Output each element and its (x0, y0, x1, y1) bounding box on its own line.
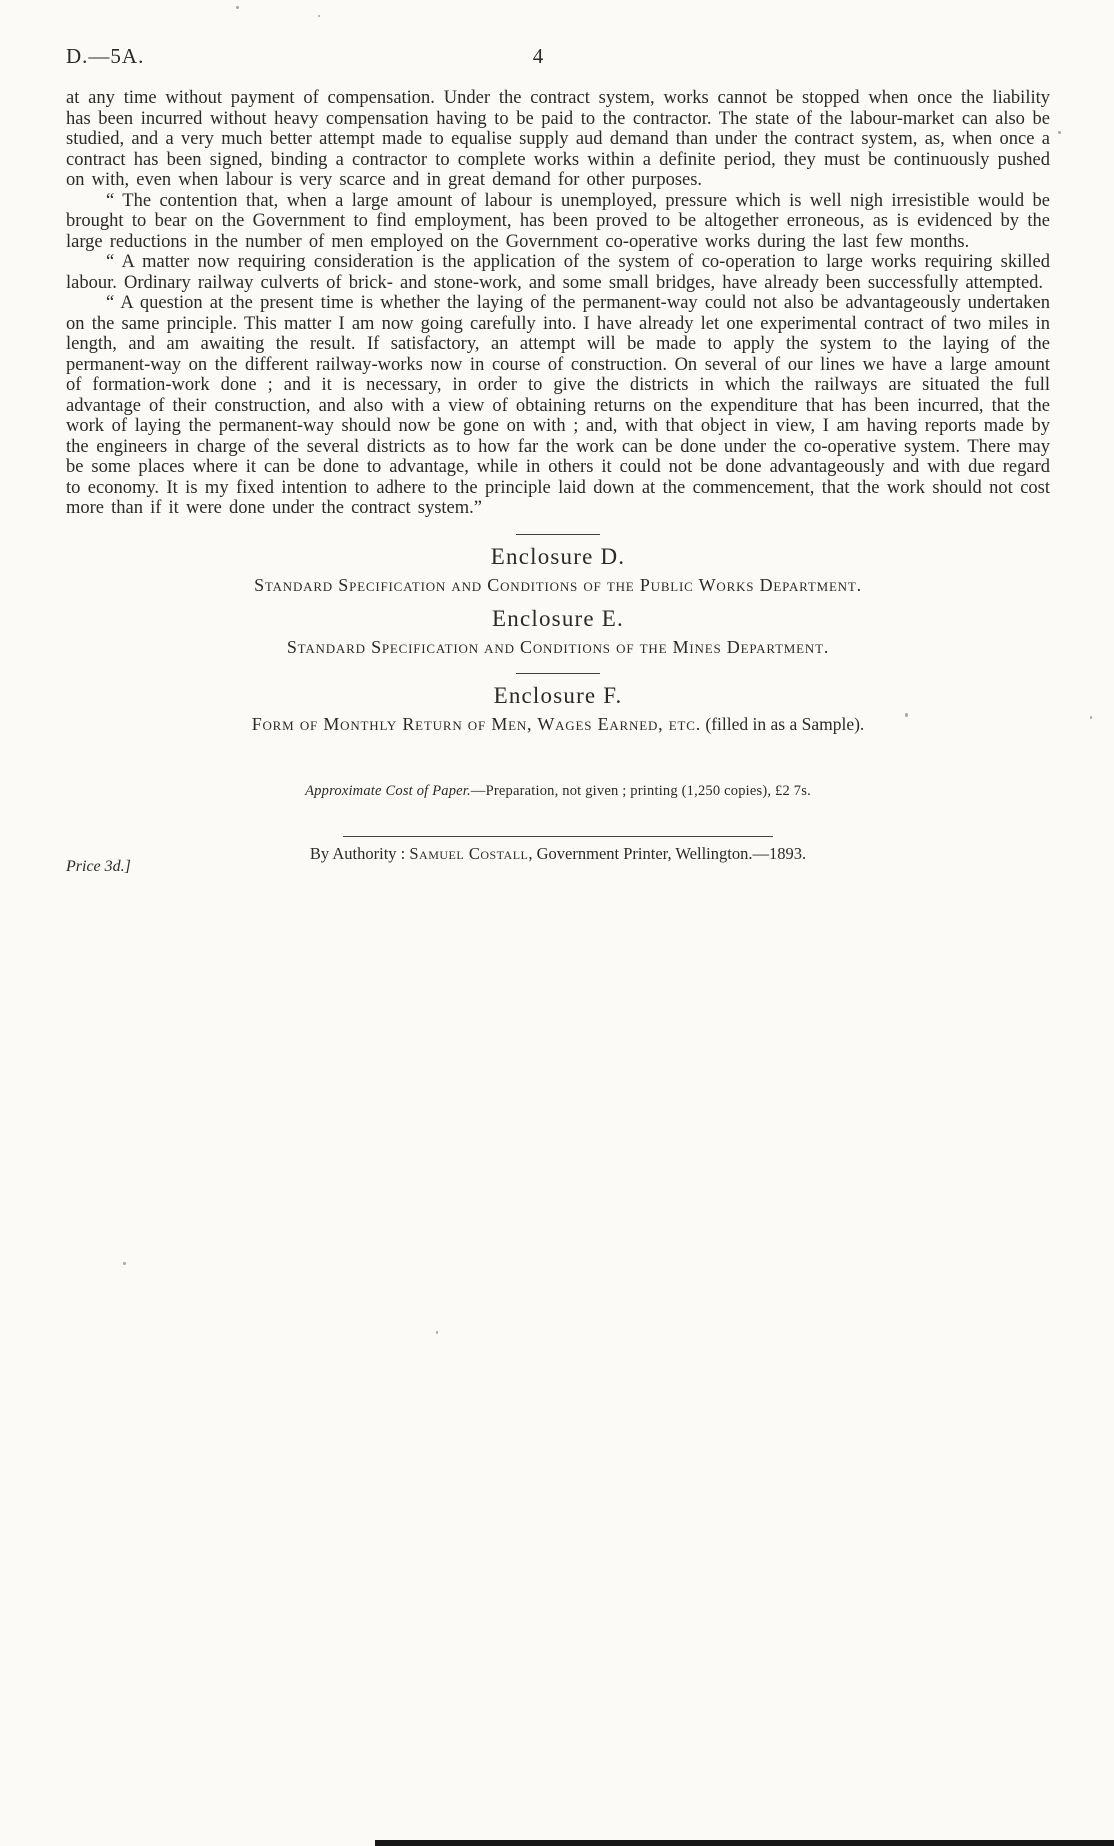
enclosure-title: Enclosure F. (493, 682, 623, 708)
enclosure-description-smallcaps: Standard Specification and Conditions of the Mines Department. (286, 636, 830, 657)
cost-note-lead: Approximate Cost of Paper. (305, 782, 471, 799)
enclosure-description (66, 637, 1050, 658)
scan-speck (905, 713, 908, 717)
authority-line (66, 844, 1050, 864)
scan-speck (1058, 131, 1061, 134)
scan-speck (318, 15, 320, 17)
section-divider (516, 534, 600, 535)
authority-rule (343, 836, 773, 837)
document-body (66, 88, 1050, 519)
scan-edge-artifact (375, 1840, 1114, 1846)
authority-rest: , Government Printer, Wellington.—1893. (528, 843, 807, 863)
document-reference: D.—5A. (66, 44, 145, 68)
enclosure-d (66, 544, 1050, 596)
enclosure-e (66, 606, 1050, 658)
paragraph: “ A matter now requiring consideration is the application of the system of co-operation to large works requiring skilled labour. Ordinary railway culverts of brick- and stone-work, and some small bridges, have already been successfully attempted. (66, 252, 1050, 293)
page-header (66, 44, 1050, 78)
scan-speck (236, 6, 239, 9)
enclosure-title: Enclosure E. (492, 605, 624, 631)
paragraph: “ The contention that, when a large amount of labour is unemployed, pressure which is well nigh irresistible would be brought to bear on the Government to find employment, has been proved to be altogether erroneous, as is evidenced by the large reductions in the number of men employed on the Government co-operative works during the last few months. (66, 190, 1050, 252)
enclosure-description (66, 714, 1050, 735)
paragraph: “ A question at the present time is whether the laying of the permanent-way could not also be advantageously undertaken on the same principle. This matter I am now going carefully into. I have already let one experimental contract of two miles in length, and am awaiting the result. If satisfactory, an attempt will be made to apply the system to the laying of the permanent-way on the different railway-works now in course of construction. On several of our lines we have a large amount of formation-work done ; and it is necessary, in order to give the districts in which the railways are situated the full advantage of their construction, and also with a view of obtaining returns on the expenditure that has been incurred, that the work of laying the permanent-way should now be gone on with ; and, with that object in view, I am having reports made by the engineers in charge of the several districts as to how far the work can be done under the co-operative system. There may be some places where it can be done to advantage, while in others it could not be done advantageously and with due regard to economy. It is my fixed intention to adhere to the principle laid down at the commencement, that the work should not cost more than if it were done under the contract system.” (66, 293, 1050, 518)
section-divider (516, 673, 600, 674)
enclosure-title: Enclosure D. (490, 543, 626, 569)
enclosure-description (66, 575, 1050, 596)
enclosure-description-smallcaps: Standard Specification and Conditions of the Public Works Department. (254, 574, 862, 595)
enclosure-description-plain: (filled in as a Sample). (701, 713, 865, 734)
cost-note (66, 783, 1050, 800)
cost-note-rest: —Preparation, not given ; printing (1,250 copies), £2 7s. (470, 782, 811, 799)
paragraph: at any time without payment of compensation. Under the contract system, works cannot be stopped when once the liability has been incurred without heavy compensation having to be paid to the contractor. The state of the labour-market can also be studied, and a very much better attempt made to equalise supply aud demand than under the contract system, as, when once a contract has been signed, binding a contractor to complete works within a definite period, they must be continuously pushed on with, even when labour is very scarce and in great demand for other purposes. (66, 88, 1050, 190)
scan-speck (1090, 716, 1092, 719)
price-note: Price 3d.] (66, 857, 131, 875)
page-number: 4 (532, 44, 544, 68)
enclosure-description-smallcaps: Form of Monthly Return of Men, Wages Earned, etc. (251, 713, 701, 734)
enclosure-f (66, 683, 1050, 735)
authority-prefix: By Authority : (309, 843, 410, 863)
page-content (0, 0, 1114, 875)
page-footer (66, 836, 1050, 875)
scan-speck (123, 1262, 126, 1265)
scan-speck (436, 1331, 438, 1334)
authority-printer-name: Samuel Costall (409, 843, 529, 863)
